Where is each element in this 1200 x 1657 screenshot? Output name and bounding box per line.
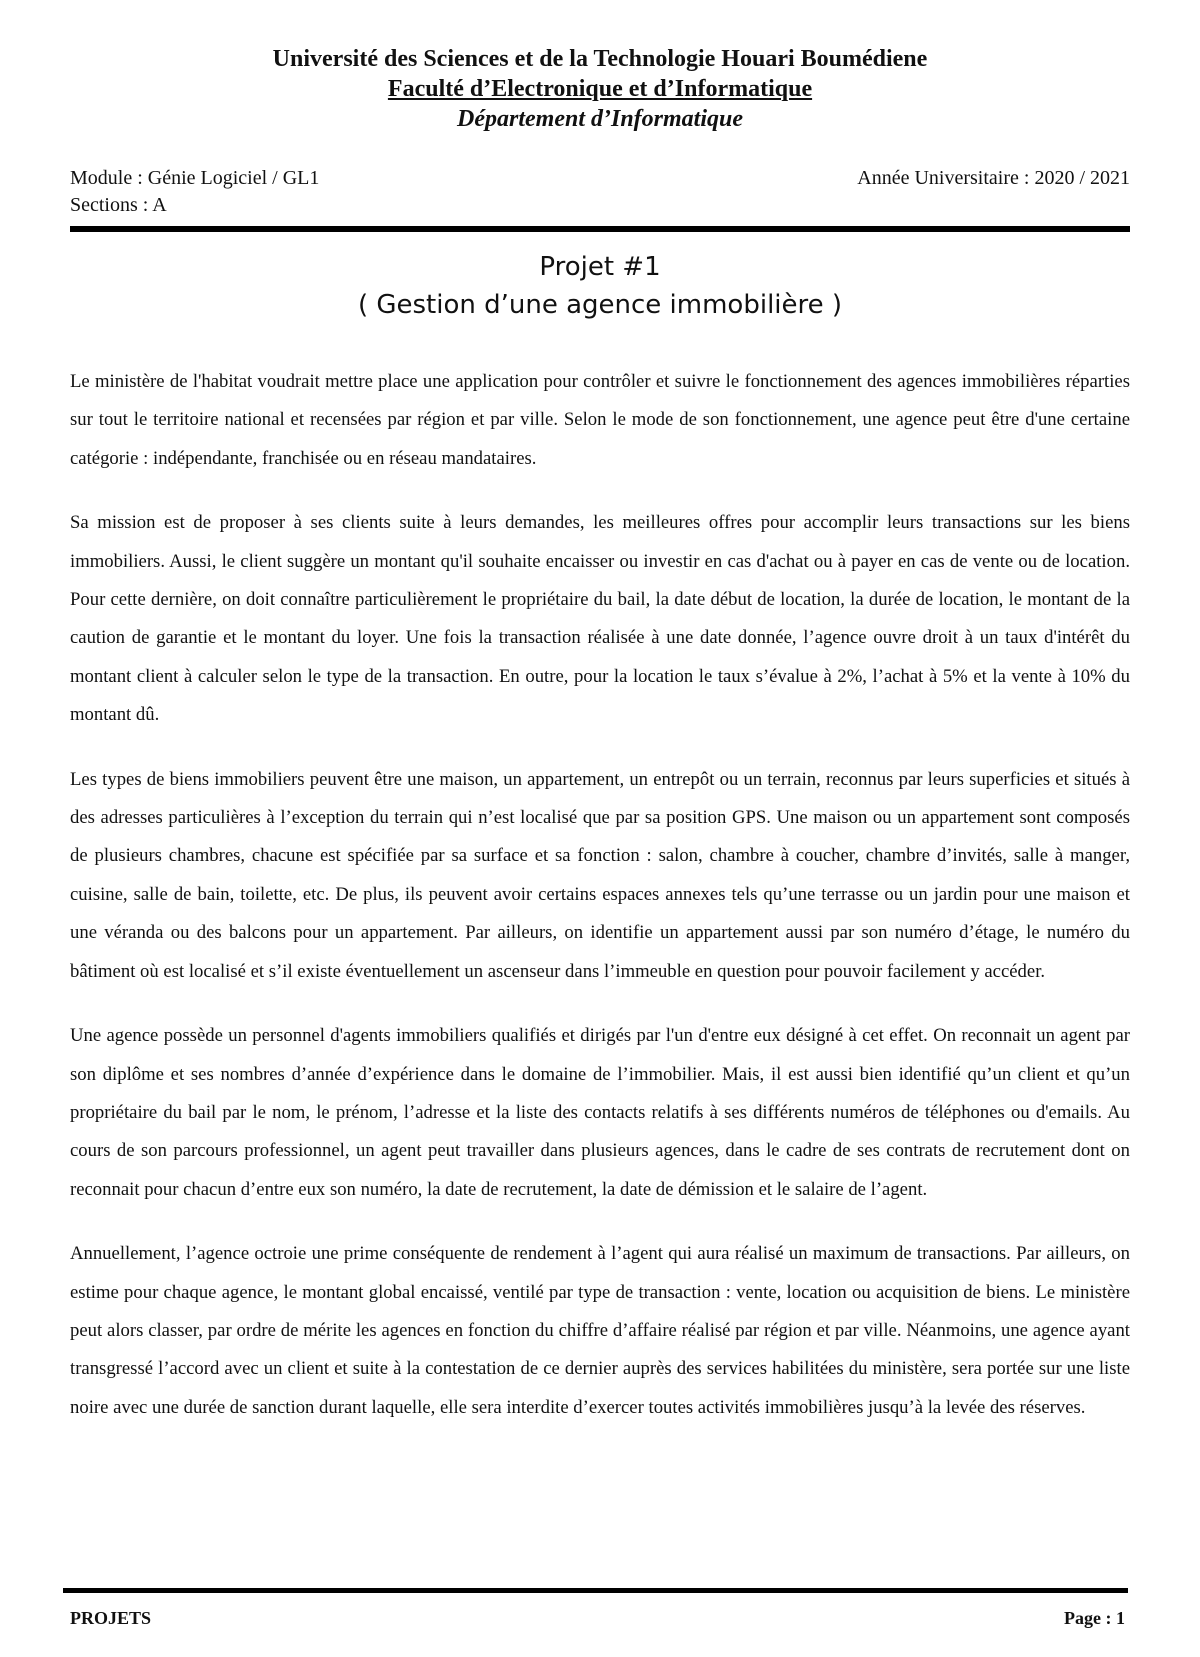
project-subtitle: ( Gestion d’une agence immobilière ) [357, 290, 843, 320]
module-label: Module : Génie Logiciel / GL1 [70, 167, 320, 189]
faculty-name: Faculté d’Electronique et d’Informatique [387, 76, 813, 102]
project-title [0, 248, 1200, 324]
project-number: Projet #1 [539, 252, 661, 282]
department-name: Département d’Informatique [457, 106, 743, 132]
footer-divider [63, 1588, 1128, 1593]
paragraph: Une agence possède un personnel d'agents immobiliers qualifiés et dirigés par l'un d'entre eux désigné à cet effet. On reconnait un agent par son diplôme et ses nombres d’année d’expérience dans le domaine de l’immobilier. Mais, il est aussi bien identifié qu’un client et qu’un propriétaire du bail par le nom, le prénom, l’adresse et la liste des contacts relatifs à ses différents numéros de téléphones ou d'emails. Au cours de son parcours professionnel, un agent peut travailler dans plusieurs agences, dans le cadre de ses contrats de recrutement dont on reconnait pour chacun d’entre eux son numéro, la date de recrutement, la date de démission et le salaire de l’agent. [70, 1025, 1130, 1200]
footer-label: PROJETS [70, 1608, 152, 1628]
academic-year: Année Universitaire : 2020 / 2021 [857, 167, 1130, 189]
paragraph: Les types de biens immobiliers peuvent être une maison, un appartement, un entrepôt ou un terrain, reconnus par leurs superficies et situés à des adresses particulières à l’exception du terrain qui n’est localisé que par sa position GPS. Une maison ou un appartement sont composés de plusieurs chambres, chacune est spécifiée par sa surface et sa fonction : salon, chambre à coucher, chambre d’invités, salle à manger, cuisine, salle de bain, toilette, etc. De plus, ils peuvent avoir certains espaces annexes tels qu’une terrasse ou un jardin pour une maison et une véranda ou des balcons pour un appartement. Par ailleurs, on identifie un appartement aussi par son numéro d’étage, le numéro du bâtiment où est localisé et s’il existe éventuellement un ascenseur dans l’immeuble en question pour pouvoir facilement y accéder. [70, 768, 1130, 982]
page-number: Page : 1 [1064, 1608, 1125, 1628]
paragraph: Sa mission est de proposer à ses clients suite à leurs demandes, les meilleures offres pour accomplir leurs transactions sur les biens immobiliers. Aussi, le client suggère un montant qu'il souhaite encaisser ou investir en cas d'achat ou à payer en cas de vente ou de location. Pour cette dernière, on doit connaître particulièrement le propriétaire du bail, la date début de location, la durée de location, le montant de la caution de garantie et le montant du loyer. Une fois la transaction réalisée à une date donnée, l’agence ouvre droit à un taux d'intérêt du montant client à calculer selon le type de la transaction. En outre, pour la location le taux s’évalue à 2%, l’achat à 5% et la vente à 10% du montant dû. [70, 512, 1130, 726]
page-footer [70, 1608, 1125, 1629]
university-name: Université des Sciences et de la Technologie Houari Boumédiene [272, 46, 928, 72]
document-header [0, 44, 1200, 134]
header-divider [70, 226, 1130, 232]
course-info [70, 165, 1130, 219]
sections-label: Sections : A [70, 194, 167, 216]
document-body [70, 363, 1130, 1453]
paragraph: Le ministère de l'habitat voudrait mettre place une application pour contrôler et suivre le fonctionnement des agences immobilières réparties sur tout le territoire national et recensées par région et par ville. Selon le mode de son fonctionnement, une agence peut être d'une certaine catégorie : indépendante, franchisée ou en réseau mandataires. [70, 371, 1130, 469]
paragraph: Annuellement, l’agence octroie une prime conséquente de rendement à l’agent qui aura réalisé un maximum de transactions. Par ailleurs, on estime pour chaque agence, le montant global encaissé, ventilé par type de transaction : vente, location ou acquisition de biens. Le ministère peut alors classer, par ordre de mérite les agences en fonction du chiffre d’affaire réalisé par région et par ville. Néanmoins, une agence ayant transgressé l’accord avec un client et suite à la contestation de ce dernier auprès des services habilitées du ministère, sera portée sur une liste noire avec une durée de sanction durant laquelle, elle sera interdite d’exercer toutes activités immobilières jusqu’à la levée des réserves. [70, 1243, 1130, 1418]
